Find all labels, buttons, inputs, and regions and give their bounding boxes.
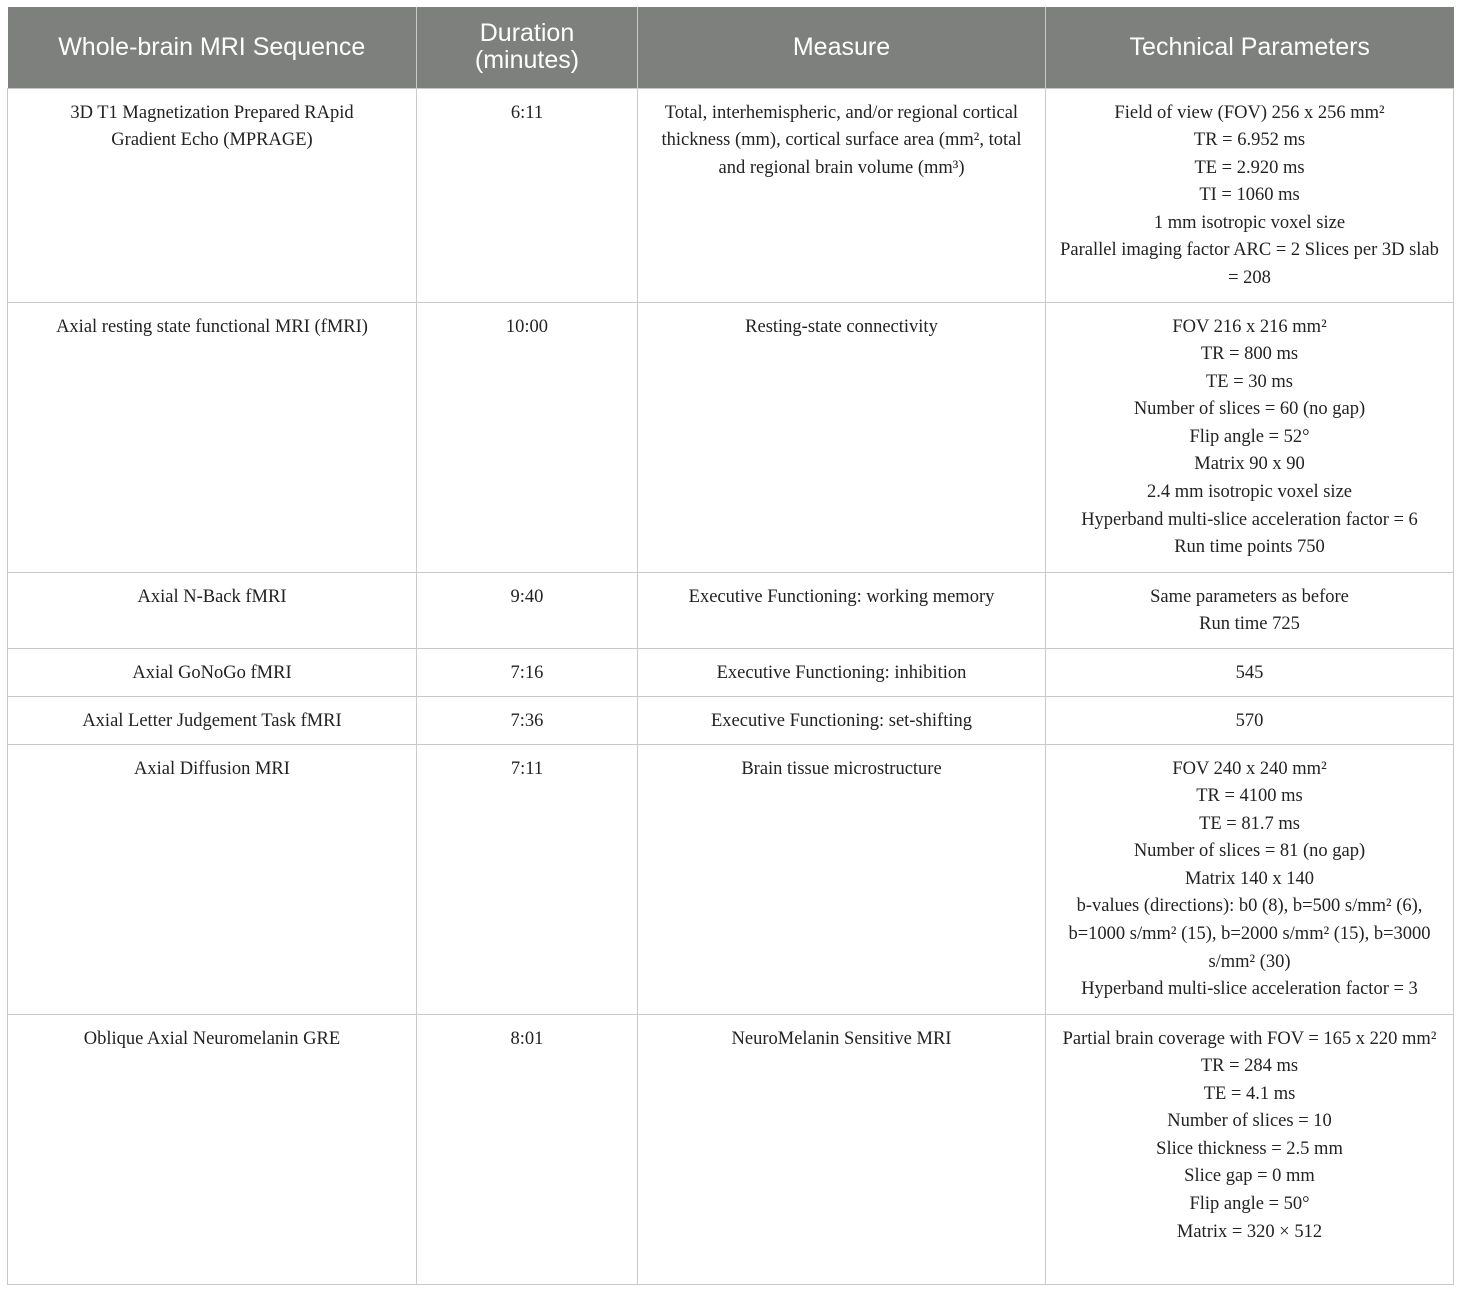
parameter-line: 570 bbox=[1235, 710, 1264, 731]
duration-cell: 7:11 bbox=[417, 744, 638, 1014]
measure-cell: Total, interhemispheric, and/or regional cortical thickness (mm), cortical surface area (mm², total and regional brain volume (mm³) bbox=[638, 88, 1046, 302]
parameter-line: Number of slices = 60 (no gap) bbox=[1133, 399, 1366, 420]
parameter-line: Matrix 140 x 140 bbox=[1185, 868, 1314, 889]
table-row bbox=[8, 88, 1454, 302]
duration-cell: 9:40 bbox=[417, 572, 638, 648]
parameters-cell bbox=[1046, 88, 1454, 302]
parameters-cell bbox=[1046, 1014, 1454, 1284]
table-row bbox=[8, 572, 1454, 648]
parameter-line: Parallel imaging factor ARC = 2 Slices per 3D slab = 208 bbox=[1060, 240, 1439, 289]
parameter-line: Slice thickness = 2.5 mm bbox=[1156, 1138, 1343, 1159]
parameter-line: TE = 4.1 ms bbox=[1203, 1083, 1296, 1104]
duration-cell: 7:16 bbox=[417, 648, 638, 696]
parameter-line: Number of slices = 81 (no gap) bbox=[1133, 841, 1366, 862]
parameters-cell bbox=[1046, 648, 1454, 696]
parameter-line: TR = 4100 ms bbox=[1196, 786, 1303, 807]
header-duration-line2: (minutes) bbox=[474, 46, 580, 75]
header-duration-line1: Duration bbox=[479, 19, 575, 48]
sequence-cell: Oblique Axial Neuromelanin GRE bbox=[8, 1014, 417, 1284]
parameter-line: TR = 6.952 ms bbox=[1193, 130, 1306, 151]
parameter-line: Flip angle = 52° bbox=[1189, 426, 1310, 447]
parameter-line: Partial brain coverage with FOV = 165 x 220 mm² bbox=[1062, 1028, 1437, 1049]
parameter-line: Hyperband multi-slice acceleration factor = 3 bbox=[1081, 979, 1418, 1000]
measure-cell: Executive Functioning: set-shifting bbox=[638, 696, 1046, 744]
parameter-line: 1 mm isotropic voxel size bbox=[1153, 212, 1346, 233]
duration-cell: 8:01 bbox=[417, 1014, 638, 1284]
parameter-line: FOV 240 x 240 mm² bbox=[1172, 758, 1327, 779]
parameter-line: TR = 800 ms bbox=[1200, 344, 1299, 365]
parameters-cell bbox=[1046, 744, 1454, 1014]
header-sequence: Whole-brain MRI Sequence bbox=[8, 7, 417, 88]
measure-cell: NeuroMelanin Sensitive MRI bbox=[638, 1014, 1046, 1284]
parameter-line: TE = 2.920 ms bbox=[1194, 157, 1305, 178]
header-duration bbox=[417, 7, 638, 88]
table-row bbox=[8, 302, 1454, 572]
parameter-line: Flip angle = 50° bbox=[1189, 1194, 1310, 1215]
parameter-line: TI = 1060 ms bbox=[1199, 185, 1300, 206]
parameter-line: Slice gap = 0 mm bbox=[1184, 1166, 1315, 1187]
parameter-line: Same parameters as before bbox=[1150, 586, 1349, 607]
table-row bbox=[8, 1014, 1454, 1284]
parameter-line: b-values (directions): b0 (8), b=500 s/mm² (6), b=1000 s/mm² (15), b=2000 s/mm² (15), b=3000 s/mm² (30) bbox=[1068, 896, 1431, 972]
measure-cell: Executive Functioning: inhibition bbox=[638, 648, 1046, 696]
parameter-line: Field of view (FOV) 256 x 256 mm² bbox=[1114, 102, 1385, 123]
mri-sequence-table bbox=[7, 7, 1454, 1285]
parameter-line: TR = 284 ms bbox=[1200, 1056, 1299, 1077]
parameter-line: Run time points 750 bbox=[1174, 537, 1325, 558]
header-row bbox=[8, 7, 1454, 88]
parameters-cell bbox=[1046, 572, 1454, 648]
table-row bbox=[8, 648, 1454, 696]
parameter-line: Run time 725 bbox=[1199, 614, 1300, 635]
parameter-line: TE = 30 ms bbox=[1206, 371, 1293, 392]
table-row bbox=[8, 696, 1454, 744]
sequence-cell: 3D T1 Magnetization Prepared RApid Gradient Echo (MPRAGE) bbox=[8, 88, 417, 302]
measure-cell: Executive Functioning: working memory bbox=[638, 572, 1046, 648]
measure-cell: Resting-state connectivity bbox=[638, 302, 1046, 572]
parameter-line: FOV 216 x 216 mm² bbox=[1172, 316, 1327, 337]
sequence-cell: Axial Letter Judgement Task fMRI bbox=[8, 696, 417, 744]
measure-cell: Brain tissue microstructure bbox=[638, 744, 1046, 1014]
parameter-line: TE = 81.7 ms bbox=[1199, 813, 1300, 834]
parameter-line: Matrix = 320 × 512 bbox=[1176, 1221, 1323, 1242]
parameter-line: 545 bbox=[1235, 662, 1264, 683]
duration-cell: 10:00 bbox=[417, 302, 638, 572]
sequence-cell: Axial Diffusion MRI bbox=[8, 744, 417, 1014]
sequence-cell: Axial GoNoGo fMRI bbox=[8, 648, 417, 696]
parameter-line: 2.4 mm isotropic voxel size bbox=[1146, 482, 1352, 503]
table-row bbox=[8, 744, 1454, 1014]
parameters-cell bbox=[1046, 302, 1454, 572]
parameter-line: Number of slices = 10 bbox=[1167, 1111, 1332, 1132]
parameters-cell bbox=[1046, 696, 1454, 744]
sequence-cell: Axial resting state functional MRI (fMRI) bbox=[8, 302, 417, 572]
duration-cell: 7:36 bbox=[417, 696, 638, 744]
parameter-line: Matrix 90 x 90 bbox=[1194, 454, 1305, 475]
table-body bbox=[8, 88, 1454, 1284]
parameter-line: Hyperband multi-slice acceleration factor = 6 bbox=[1081, 509, 1418, 530]
sequence-cell: Axial N-Back fMRI bbox=[8, 572, 417, 648]
duration-cell: 6:11 bbox=[417, 88, 638, 302]
header-parameters: Technical Parameters bbox=[1046, 7, 1454, 88]
header-measure: Measure bbox=[638, 7, 1046, 88]
